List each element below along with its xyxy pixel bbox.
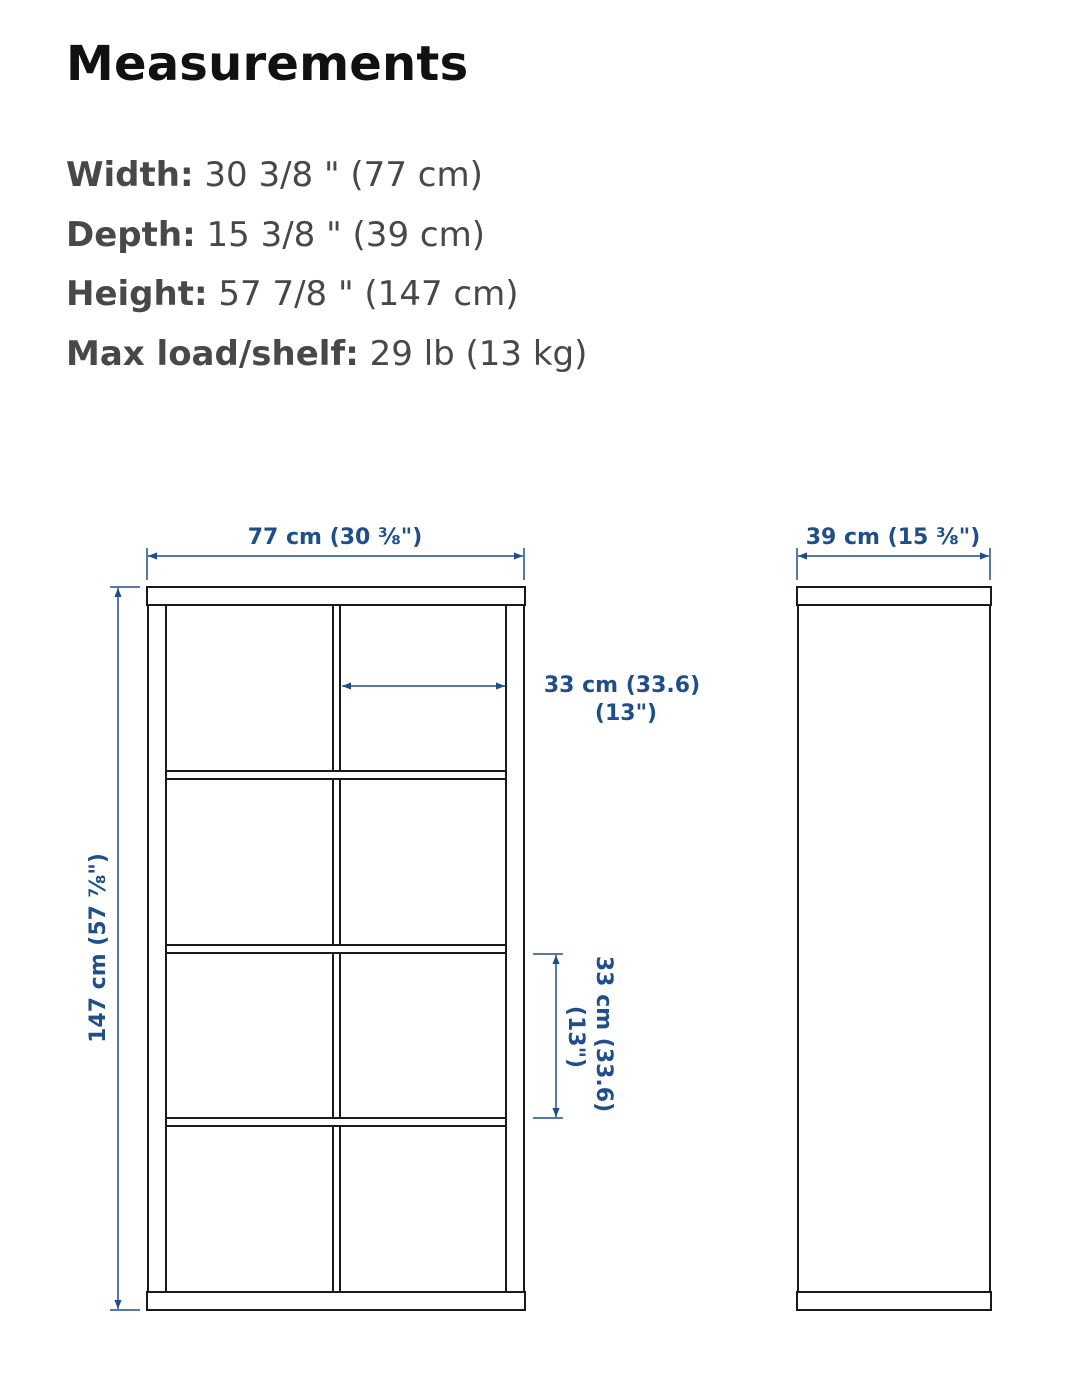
side-view <box>797 587 991 1310</box>
spec-value: 30 3/8 " (77 cm) <box>204 155 483 195</box>
side-body <box>798 605 990 1292</box>
front-view <box>147 587 525 1310</box>
spec-label: Max load/shelf: <box>66 333 359 374</box>
spec-label: Depth: <box>66 214 196 255</box>
front-right-side <box>506 605 524 1292</box>
width-dim-label: 77 cm (30 ⅜") <box>247 525 423 550</box>
height-dimension <box>110 587 140 1310</box>
front-bottom-panel <box>147 1292 525 1310</box>
width-dimension <box>147 548 524 580</box>
spec-value: 57 7/8 " (147 cm) <box>218 274 519 314</box>
depth-dimension <box>797 548 990 580</box>
side-bottom-panel <box>797 1292 991 1310</box>
height-dim-label: 147 cm (57 ⅞") <box>86 853 111 1043</box>
inner-width-label-line1: 33 cm (33.6) <box>543 673 701 698</box>
side-top-panel <box>797 587 991 605</box>
spec-value: 15 3/8 " (39 cm) <box>206 214 485 255</box>
depth-dim-label: 39 cm (15 ⅜") <box>805 525 981 550</box>
front-shelf <box>166 1118 506 1126</box>
spec-label: Height: <box>66 274 208 314</box>
front-shelf <box>166 771 506 779</box>
spec-label: Width: <box>66 155 194 195</box>
inner-width-label-line2: (13") <box>594 701 658 726</box>
front-left-side <box>148 605 166 1292</box>
inner-height-label-line2: (13") <box>563 1005 588 1069</box>
front-top-panel <box>147 587 525 605</box>
page-title: Measurements <box>66 36 469 92</box>
inner-height-dimension <box>533 954 563 1118</box>
spec-value: 29 lb (13 kg) <box>369 333 588 374</box>
front-shelf <box>166 945 506 953</box>
inner-height-label-line1: 33 cm (33.6) <box>591 955 616 1113</box>
